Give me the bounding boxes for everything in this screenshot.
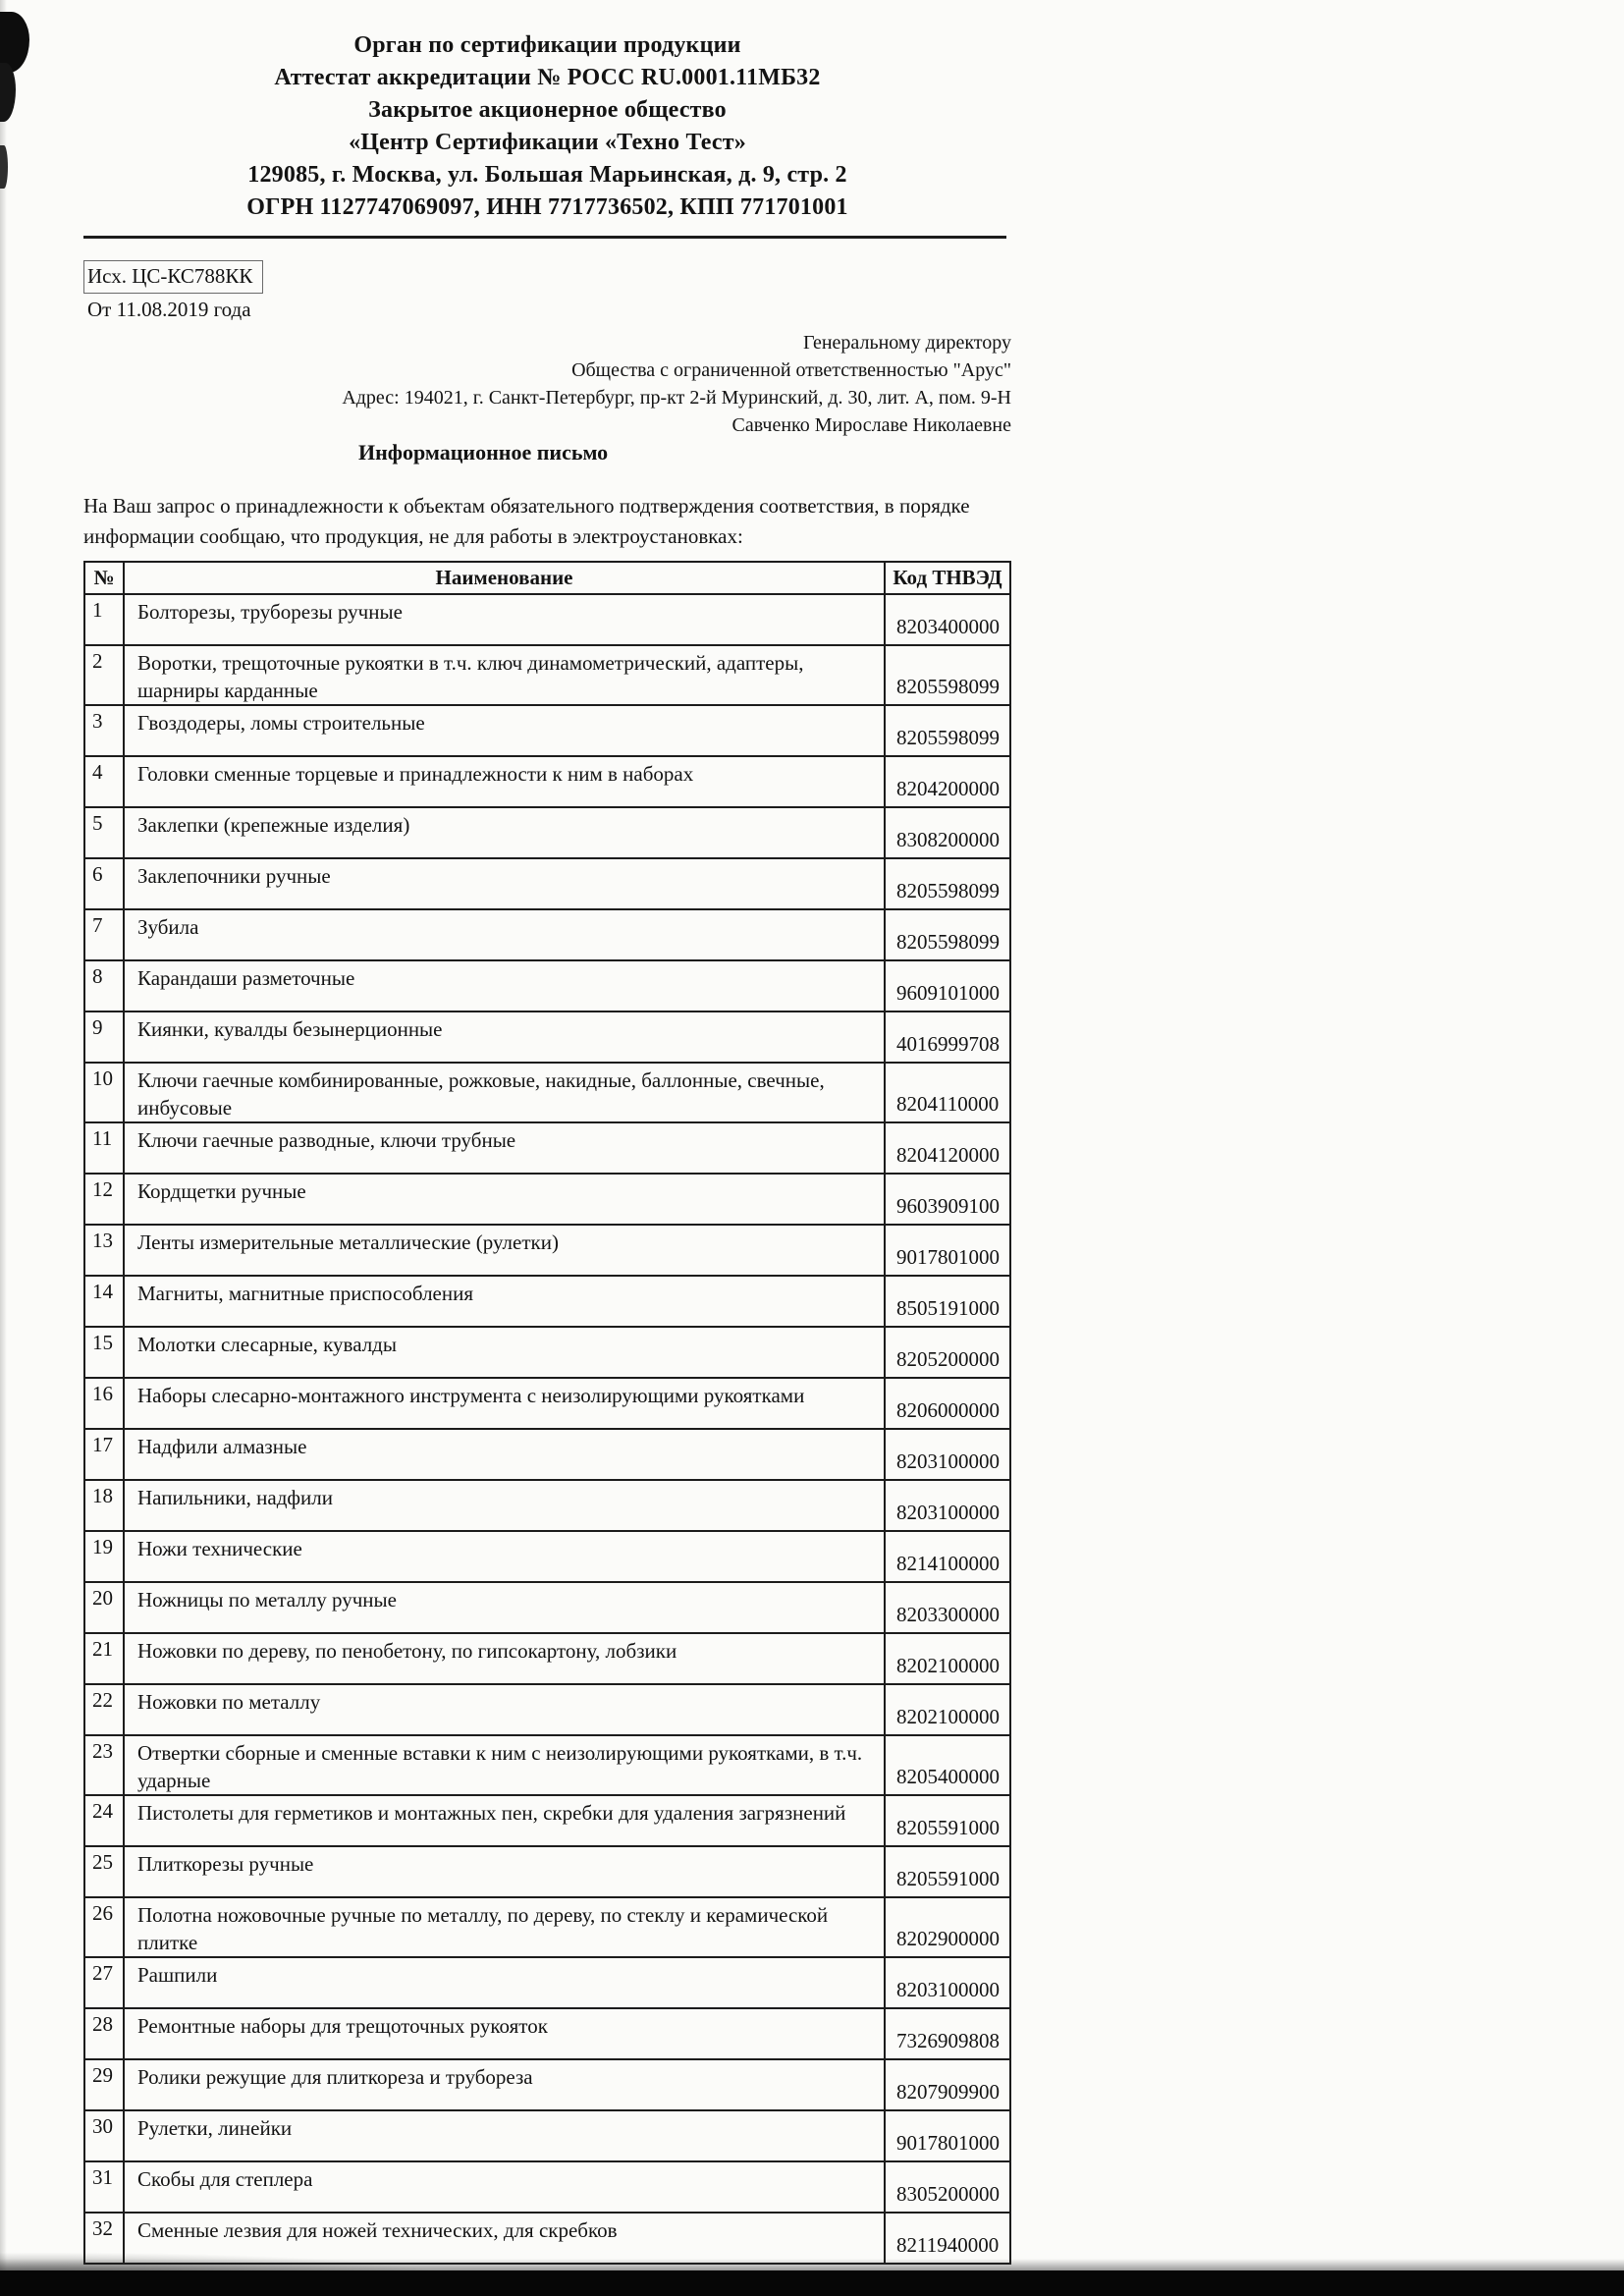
- product-name: Скобы для степлера: [124, 2161, 885, 2213]
- table-row: [84, 1378, 1010, 1429]
- table-row: [84, 1897, 1010, 1957]
- row-number: 23: [84, 1735, 124, 1795]
- row-number: 32: [84, 2213, 124, 2264]
- table-row: [84, 2008, 1010, 2059]
- product-name: Ножовки по дереву, по пенобетону, по гипсокартону, лобзики: [124, 1633, 885, 1684]
- row-number: 17: [84, 1429, 124, 1480]
- row-number: 5: [84, 807, 124, 858]
- col-header-tnved: Код ТНВЭД: [885, 562, 1010, 594]
- row-number: 28: [84, 2008, 124, 2059]
- product-name: Кордщетки ручные: [124, 1174, 885, 1225]
- tnved-code: 8204120000: [885, 1122, 1010, 1174]
- tnved-code: 8206000000: [885, 1378, 1010, 1429]
- product-name: Зубила: [124, 909, 885, 960]
- tnved-code: 8203300000: [885, 1582, 1010, 1633]
- letter-content: [83, 29, 1011, 2265]
- table-row: [84, 1429, 1010, 1480]
- col-header-name: Наименование: [124, 562, 885, 594]
- tnved-code: 8205591000: [885, 1795, 1010, 1846]
- tnved-code: 8205598099: [885, 705, 1010, 756]
- row-number: 10: [84, 1063, 124, 1122]
- product-name: Рашпили: [124, 1957, 885, 2008]
- tnved-code: 9609101000: [885, 960, 1010, 1011]
- org-header-line: Закрытое акционерное общество: [368, 97, 727, 123]
- table-row: [84, 858, 1010, 909]
- product-name: Ножницы по металлу ручные: [124, 1582, 885, 1633]
- org-header-line: «Центр Сертификации «Техно Тест»: [349, 130, 746, 155]
- tnved-code: 8202900000: [885, 1897, 1010, 1957]
- product-name: Сменные лезвия для ножей технических, для скребков: [124, 2213, 885, 2264]
- outgoing-ref: Исх. ЦС-КС788КК: [83, 260, 263, 294]
- recipient-line: Общества с ограниченной ответственностью "Арус": [571, 359, 1011, 381]
- header-divider: [83, 236, 1006, 239]
- product-name: Пистолеты для герметиков и монтажных пен, скребки для удаления загрязнений: [124, 1795, 885, 1846]
- table-row: [84, 2161, 1010, 2213]
- row-number: 25: [84, 1846, 124, 1897]
- product-name: Ножовки по металлу: [124, 1684, 885, 1735]
- table-row: [84, 2110, 1010, 2161]
- product-name: Ножи технические: [124, 1531, 885, 1582]
- product-name: Ролики режущие для плиткореза и трубореза: [124, 2059, 885, 2110]
- product-name: Киянки, кувалды безынерционные: [124, 1011, 885, 1063]
- row-number: 13: [84, 1225, 124, 1276]
- scan-artifact-blob: [0, 63, 16, 122]
- product-name: Плиткорезы ручные: [124, 1846, 885, 1897]
- header-row: [84, 562, 1010, 594]
- row-number: 21: [84, 1633, 124, 1684]
- row-number: 4: [84, 756, 124, 807]
- product-name: Молотки слесарные, кувалды: [124, 1327, 885, 1378]
- tnved-code: 7326909808: [885, 2008, 1010, 2059]
- table-row: [84, 1327, 1010, 1378]
- product-name: Болторезы, труборезы ручные: [124, 594, 885, 645]
- org-header-line: Аттестат аккредитации № РОСС RU.0001.11МБ32: [274, 65, 821, 90]
- product-name: Карандаши разметочные: [124, 960, 885, 1011]
- product-name: Магниты, магнитные приспособления: [124, 1276, 885, 1327]
- org-header-line: Орган по сертификации продукции: [353, 32, 741, 58]
- tnved-code: 8202100000: [885, 1684, 1010, 1735]
- row-number: 6: [84, 858, 124, 909]
- scan-artifact-left-shadow: [0, 0, 7, 2296]
- letter-subject: Информационное письмо: [358, 440, 609, 465]
- product-name: Полотна ножовочные ручные по металлу, по дереву, по стеклу и керамической плитке: [124, 1897, 885, 1957]
- row-number: 9: [84, 1011, 124, 1063]
- org-header-line: 129085, г. Москва, ул. Большая Марьинская, д. 9, стр. 2: [247, 162, 847, 188]
- product-name: Ключи гаечные разводные, ключи трубные: [124, 1122, 885, 1174]
- product-table-header: [84, 562, 1010, 594]
- table-row: [84, 1122, 1010, 1174]
- product-name: Ремонтные наборы для трещоточных рукояток: [124, 2008, 885, 2059]
- recipient-line: Адрес: 194021, г. Санкт-Петербург, пр-кт 2-й Муринский, д. 30, лит. А, пом. 9-Н: [342, 387, 1011, 409]
- row-number: 22: [84, 1684, 124, 1735]
- tnved-code: 8505191000: [885, 1276, 1010, 1327]
- scan-artifact-bottom-bar: [0, 2270, 1624, 2296]
- tnved-code: 8207909900: [885, 2059, 1010, 2110]
- row-number: 31: [84, 2161, 124, 2213]
- row-number: 15: [84, 1327, 124, 1378]
- row-number: 24: [84, 1795, 124, 1846]
- product-name: Напильники, надфили: [124, 1480, 885, 1531]
- table-row: [84, 1633, 1010, 1684]
- row-number: 29: [84, 2059, 124, 2110]
- recipient-line: Савченко Мирославе Николаевне: [731, 414, 1011, 436]
- table-row: [84, 1531, 1010, 1582]
- table-row: [84, 909, 1010, 960]
- row-number: 11: [84, 1122, 124, 1174]
- product-name: Наборы слесарно-монтажного инструмента с неизолирующими рукоятками: [124, 1378, 885, 1429]
- product-name: Рулетки, линейки: [124, 2110, 885, 2161]
- tnved-code: 8203400000: [885, 594, 1010, 645]
- row-number: 14: [84, 1276, 124, 1327]
- row-number: 19: [84, 1531, 124, 1582]
- row-number: 2: [84, 645, 124, 705]
- recipient-line: Генеральному директору: [802, 332, 1011, 354]
- tnved-code: 8203100000: [885, 1480, 1010, 1531]
- org-header-line: ОГРН 1127747069097, ИНН 7717736502, КПП 771701001: [246, 194, 848, 220]
- row-number: 18: [84, 1480, 124, 1531]
- tnved-code: 8211940000: [885, 2213, 1010, 2264]
- table-row: [84, 645, 1010, 705]
- tnved-code: 8308200000: [885, 807, 1010, 858]
- product-name: Головки сменные торцевые и принадлежности к ним в наборах: [124, 756, 885, 807]
- reference-block: [83, 260, 1011, 323]
- table-row: [84, 1174, 1010, 1225]
- tnved-code: 9603909100: [885, 1174, 1010, 1225]
- tnved-code: 8204110000: [885, 1063, 1010, 1122]
- row-number: 26: [84, 1897, 124, 1957]
- tnved-code: 8203100000: [885, 1429, 1010, 1480]
- tnved-code: 8205598099: [885, 858, 1010, 909]
- letter-body: На Ваш запрос о принадлежности к объектам обязательного подтверждения соответствия, в порядке информации сообщаю, что продукция, не для работы в электроустановках:: [83, 494, 970, 548]
- row-number: 27: [84, 1957, 124, 2008]
- table-row: [84, 1795, 1010, 1846]
- tnved-code: 8203100000: [885, 1957, 1010, 2008]
- product-name: Заклепки (крепежные изделия): [124, 807, 885, 858]
- tnved-code: 8205591000: [885, 1846, 1010, 1897]
- tnved-code: 8305200000: [885, 2161, 1010, 2213]
- table-row: [84, 1480, 1010, 1531]
- table-row: [84, 756, 1010, 807]
- product-table: [83, 561, 1011, 2265]
- scan-artifact-mark: [0, 145, 8, 189]
- product-name: Надфили алмазные: [124, 1429, 885, 1480]
- tnved-code: 8204200000: [885, 756, 1010, 807]
- product-name: Гвоздодеры, ломы строительные: [124, 705, 885, 756]
- row-number: 1: [84, 594, 124, 645]
- product-name: Ленты измерительные металлические (рулетки): [124, 1225, 885, 1276]
- table-row: [84, 807, 1010, 858]
- product-table-body: [84, 594, 1010, 2264]
- row-number: 12: [84, 1174, 124, 1225]
- table-row: [84, 705, 1010, 756]
- table-row: [84, 1225, 1010, 1276]
- table-row: [84, 594, 1010, 645]
- tnved-code: 8205200000: [885, 1327, 1010, 1378]
- row-number: 30: [84, 2110, 124, 2161]
- col-header-number: №: [84, 562, 124, 594]
- table-row: [84, 2059, 1010, 2110]
- table-row: [84, 1684, 1010, 1735]
- product-name: Воротки, трещоточные рукоятки в т.ч. ключ динамометрический, адаптеры, шарниры карданные: [124, 645, 885, 705]
- table-row: [84, 1846, 1010, 1897]
- tnved-code: 8205598099: [885, 645, 1010, 705]
- table-row: [84, 1582, 1010, 1633]
- table-row: [84, 960, 1010, 1011]
- table-row: [84, 1957, 1010, 2008]
- table-row: [84, 1011, 1010, 1063]
- row-number: 8: [84, 960, 124, 1011]
- row-number: 16: [84, 1378, 124, 1429]
- product-name: Ключи гаечные комбинированные, рожковые, накидные, баллонные, свечные, инбусовые: [124, 1063, 885, 1122]
- tnved-code: 8214100000: [885, 1531, 1010, 1582]
- row-number: 3: [84, 705, 124, 756]
- letter-date: От 11.08.2019 года: [87, 298, 251, 321]
- row-number: 7: [84, 909, 124, 960]
- tnved-code: 4016999708: [885, 1011, 1010, 1063]
- table-row: [84, 1735, 1010, 1795]
- table-row: [84, 1276, 1010, 1327]
- certification-body-header: [83, 29, 1011, 224]
- tnved-code: 8205400000: [885, 1735, 1010, 1795]
- table-row: [84, 1063, 1010, 1122]
- tnved-code: 9017801000: [885, 2110, 1010, 2161]
- tnved-code: 9017801000: [885, 1225, 1010, 1276]
- tnved-code: 8202100000: [885, 1633, 1010, 1684]
- product-name: Отвертки сборные и сменные вставки к ним с неизолирующими рукоятками, в т.ч. ударные: [124, 1735, 885, 1795]
- tnved-code: 8205598099: [885, 909, 1010, 960]
- recipient-block: [83, 329, 1011, 439]
- row-number: 20: [84, 1582, 124, 1633]
- product-name: Заклепочники ручные: [124, 858, 885, 909]
